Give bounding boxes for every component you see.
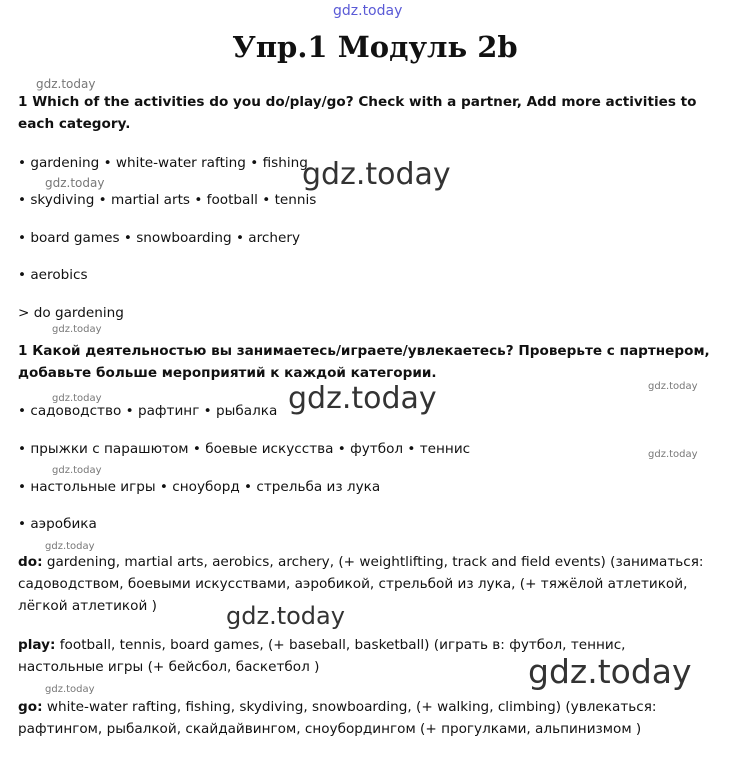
watermark: gdz.today xyxy=(52,324,102,335)
watermark: gdz.today xyxy=(648,449,698,460)
answer-go xyxy=(18,696,718,740)
english-activity-line: • aerobics xyxy=(18,267,88,283)
answer-label: play: xyxy=(18,637,56,653)
watermark: gdz.today xyxy=(288,381,437,416)
english-activity-line: • skydiving • martial arts • football • tennis xyxy=(18,192,317,208)
russian-activity-line: • садоводство • рафтинг • рыбалка xyxy=(18,403,278,419)
watermark: gdz.today xyxy=(333,3,403,19)
page-title: Упр.1 Модуль 2b xyxy=(232,30,518,64)
watermark: gdz.today xyxy=(648,381,698,392)
english-activity-line: • gardening • white-water rafting • fishing xyxy=(18,155,308,171)
watermark: gdz.today xyxy=(36,77,96,91)
watermark: gdz.today xyxy=(45,684,95,695)
watermark: gdz.today xyxy=(52,465,102,476)
watermark: gdz.today xyxy=(45,176,105,190)
russian-activity-line: • прыжки с парашютом • боевые искусства • футбол • теннис xyxy=(18,441,471,457)
watermark: gdz.today xyxy=(226,602,345,630)
answer-text: gardening, martial arts, aerobics, archery, (+ weightlifting, track and field events) (заниматься: садоводством, боевыми искусствами, аэробикой, стрельбой из лука, (+ тяжёлой атлетикой, лёгкой атлетикой ) xyxy=(18,554,704,614)
answer-do xyxy=(18,551,718,617)
watermark: gdz.today xyxy=(528,652,692,691)
english-example: > do gardening xyxy=(18,305,124,321)
watermark: gdz.today xyxy=(45,541,95,552)
russian-question: 1 Какой деятельностью вы занимаетесь/играете/увлекаетесь? Проверьте с партнером, добавьте больше мероприятий к каждой категории. xyxy=(18,343,710,381)
answer-label: go: xyxy=(18,699,43,715)
watermark: gdz.today xyxy=(302,157,451,192)
english-question: 1 Which of the activities do you do/play/go? Check with a partner, Add more activities to each category. xyxy=(18,94,697,132)
russian-activity-line: • аэробика xyxy=(18,516,97,532)
answer-text: white-water rafting, fishing, skydiving, snowboarding, (+ walking, climbing) (увлекаться: рафтингом, рыбалкой, скайдайвингом, сноубордингом (+ прогулками, альпинизмом ) xyxy=(18,699,657,737)
english-activity-line: • board games • snowboarding • archery xyxy=(18,230,300,246)
russian-activity-line: • настольные игры • сноуборд • стрельба из лука xyxy=(18,479,381,495)
watermark: gdz.today xyxy=(52,393,102,404)
answer-label: do: xyxy=(18,554,43,570)
answer-text: football, tennis, board games, (+ baseball, basketball) (играть в: футбол, теннис, настольные игры (+ бейсбол, баскетбол ) xyxy=(18,637,626,675)
